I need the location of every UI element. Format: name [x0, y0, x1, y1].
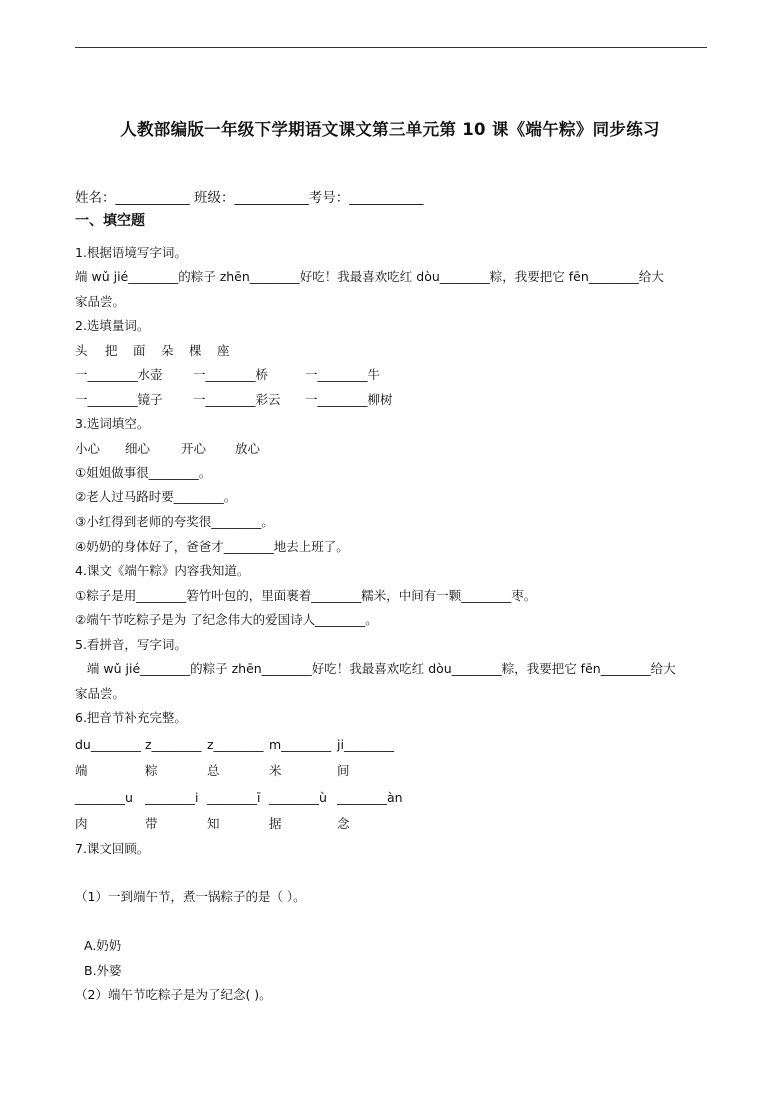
q2-word: 头 [75, 343, 88, 358]
q3-item-1: ①姐姐做事很________。 [75, 465, 212, 480]
q2-row-1 [75, 366, 380, 384]
q2-word: 棵 [189, 343, 202, 358]
q6-pinyin-blank: m________ [269, 737, 332, 752]
q2-word-bank [75, 342, 245, 360]
page-title: 人教部编版一年级下学期语文课文第三单元第 10 课《端午粽》同步练习 [120, 120, 660, 139]
q3-word: 放心 [235, 441, 261, 456]
q5-line-1: 端 wǔ jié________的粽子 zhēn________好吃！我最喜欢吃红 dòu________粽，我要把它 fēn________给大 [75, 661, 676, 676]
q3-word: 细心 [125, 441, 151, 456]
q7-sub-question-2: （2）端午节吃粽子是为了纪念( )。 [75, 987, 272, 1002]
q6-pinyin-blank: ________ù [269, 790, 327, 805]
q3-item-4: ④奶奶的身体好了，爸爸才________地去上班了。 [75, 539, 349, 554]
q4-item-1: ①粽子是用________箬竹叶包的，里面裹着________糯米，中间有一颗________枣。 [75, 588, 537, 603]
q3-item-3: ③小红得到老师的夸奖很________。 [75, 514, 274, 529]
q6-pinyin-row-1 [75, 736, 394, 754]
q6-char: 知 [207, 816, 220, 831]
q3-item-2: ②老人过马路时要________。 [75, 489, 237, 504]
q6-pinyin-blank: du________ [75, 737, 141, 752]
q6-pinyin-row-2 [75, 789, 403, 807]
q6-char-row-1 [75, 762, 350, 780]
q4-prompt: 4.课文《端午粽》内容我知道。 [75, 563, 250, 578]
q2-blank-item: 一________镜子 [75, 392, 163, 407]
header-rule [75, 47, 707, 48]
q2-blank-item: 一________彩云 [193, 392, 281, 407]
q2-blank-item: 一________柳树 [305, 392, 393, 407]
q2-row-2 [75, 391, 393, 409]
q6-char: 米 [269, 763, 282, 778]
q6-char: 总 [207, 763, 220, 778]
q3-word-bank [75, 440, 260, 458]
q7-sub-question-1: （1）一到端午节，煮一锅粽子的是（ ）。 [75, 889, 306, 904]
q6-char-row-2 [75, 815, 350, 833]
q2-blank-item: 一________水壶 [75, 367, 163, 382]
q6-prompt: 6.把音节补充完整。 [75, 710, 187, 725]
q6-pinyin-blank: z________ [145, 737, 202, 752]
q5-line-2: 家品尝。 [75, 686, 126, 701]
q7-option-b: B.外婆 [84, 963, 122, 978]
q2-blank-item: 一________桥 [193, 367, 269, 382]
q1-line-1: 端 wǔ jié________的粽子 zhēn________好吃！我最喜欢吃红 dòu________粽，我要把它 fēn________给大 [75, 269, 664, 284]
q5-prompt: 5.看拼音，写字词。 [75, 637, 187, 652]
q6-char: 带 [145, 816, 158, 831]
q2-word: 座 [217, 343, 230, 358]
q6-char: 念 [337, 816, 350, 831]
student-info-line: 姓名：___________ 班级：___________考号：___________ [75, 190, 424, 206]
q6-pinyin-blank: ________ī [207, 790, 261, 805]
q6-char: 据 [269, 816, 282, 831]
q6-pinyin-blank: ________àn [337, 790, 403, 805]
q2-prompt: 2.选填量词。 [75, 318, 150, 333]
q7-prompt: 7.课文回顾。 [75, 841, 150, 856]
q3-word: 开心 [181, 441, 207, 456]
q2-word: 朵 [161, 343, 174, 358]
q7-option-a: A.奶奶 [84, 938, 122, 953]
q6-char: 间 [337, 763, 350, 778]
q3-prompt: 3.选词填空。 [75, 416, 150, 431]
section-heading-fill-in: 一、填空题 [75, 213, 145, 229]
q6-char: 粽 [145, 763, 158, 778]
q2-blank-item: 一________牛 [305, 367, 381, 382]
q2-word: 面 [133, 343, 146, 358]
q6-pinyin-blank: ji________ [337, 737, 394, 752]
q6-char: 端 [75, 763, 88, 778]
q2-word: 把 [105, 343, 118, 358]
q3-word: 小心 [75, 441, 101, 456]
q4-item-2: ②端午节吃粽子是为 了纪念伟大的爱国诗人________。 [75, 612, 378, 627]
q6-pinyin-blank: ________i [145, 790, 199, 805]
q6-char: 肉 [75, 816, 88, 831]
q1-line-2: 家品尝。 [75, 294, 126, 309]
q6-pinyin-blank: z________ [207, 737, 264, 752]
q1-prompt: 1.根据语境写字词。 [75, 245, 187, 260]
q6-pinyin-blank: ________u [75, 790, 133, 805]
